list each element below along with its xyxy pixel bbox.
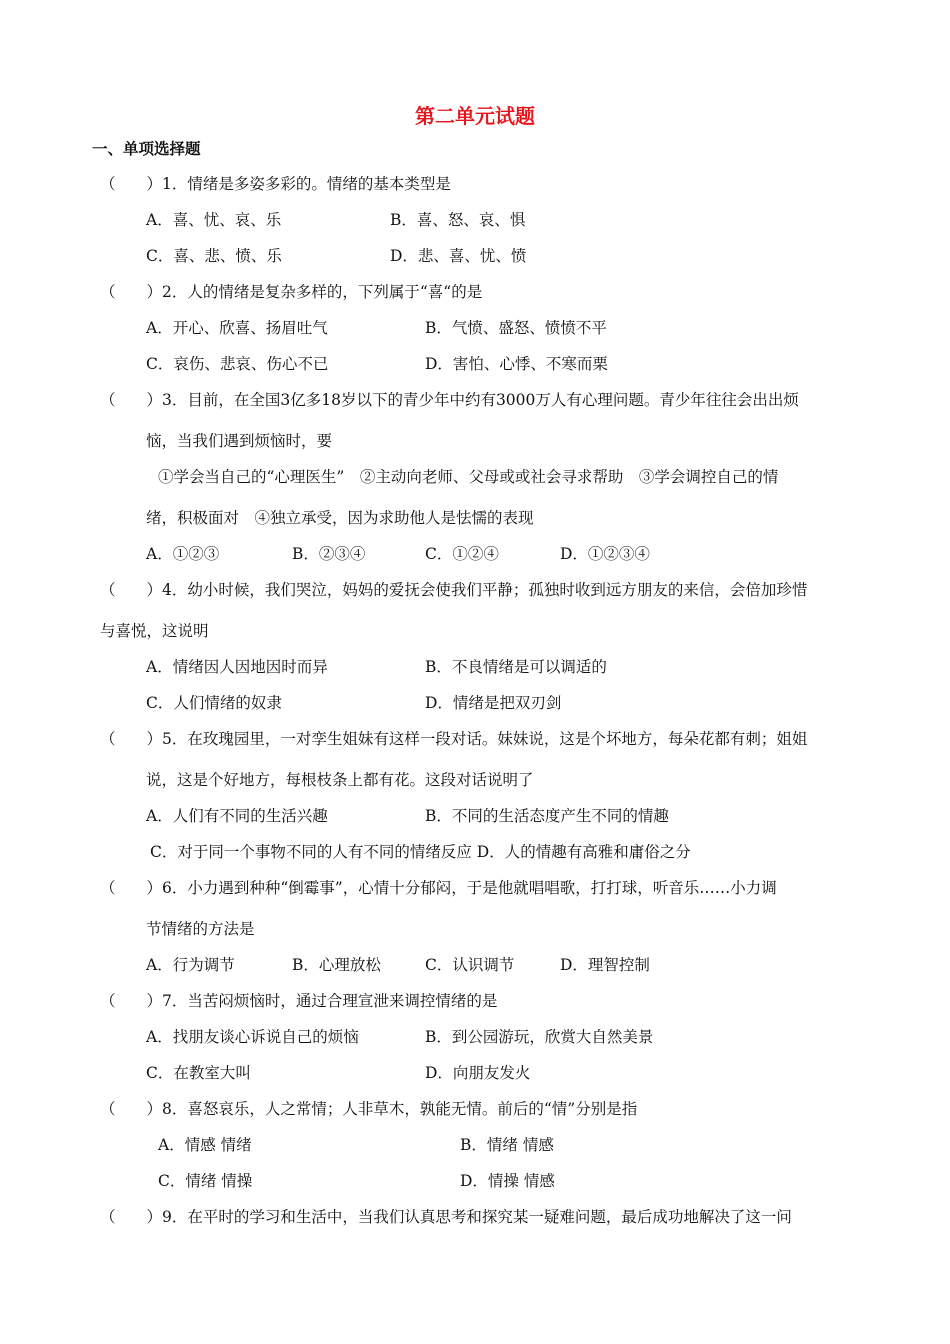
question-9-stem: （ ）9．在平时的学习和生活中，当我们认真思考和探究某一疑难问题，最后成功地解决了这一问 bbox=[100, 1208, 792, 1226]
question-6-option-a: A．行为调节 bbox=[146, 956, 235, 974]
question-5-option-a: A．人们有不同的生活兴趣 bbox=[146, 807, 328, 825]
question-6-stem: （ ）6．小力遇到种种“倒霉事”，心情十分郁闷，于是他就唱唱歌，打打球，听音乐……小力调 bbox=[100, 879, 777, 897]
question-3-option-c: C．①②④ bbox=[425, 545, 499, 563]
question-4-stem-cont: 与喜悦，这说明 bbox=[100, 622, 209, 640]
question-6-option-c: C．认识调节 bbox=[425, 956, 515, 974]
question-1-option-b: B．喜、怒、哀、惧 bbox=[390, 211, 526, 229]
question-8-option-d: D．情操 情感 bbox=[460, 1172, 555, 1190]
question-8-option-b: B．情绪 情感 bbox=[460, 1136, 554, 1154]
question-6-stem-cont: 节情绪的方法是 bbox=[146, 920, 255, 938]
page-title: 第二单元试题 bbox=[415, 104, 535, 128]
question-4-option-b: B．不良情绪是可以调适的 bbox=[425, 658, 607, 676]
question-2-stem: （ ）2．人的情绪是复杂多样的，下列属于“喜“的是 bbox=[100, 283, 483, 301]
question-5-option-c-d: C．对于同一个事物不同的人有不同的情绪反应 D．人的情趣有高雅和庸俗之分 bbox=[150, 843, 691, 861]
question-5-stem-cont: 说，这是个好地方，每根枝条上都有花。这段对话说明了 bbox=[146, 771, 534, 789]
question-1-stem: （ ）1．情绪是多姿多彩的。情绪的基本类型是 bbox=[100, 175, 451, 193]
question-7-option-b: B．到公园游玩，欣赏大自然美景 bbox=[425, 1028, 654, 1046]
question-3-items: ①学会当自己的“心理医生” ②主动向老师、父母或或社会寻求帮助 ③学会调控自己的情 bbox=[158, 468, 779, 486]
question-3-stem: （ ）3．目前，在全国3亿多18岁以下的青少年中约有3000万人有心理问题。青少年往往会出出烦 bbox=[100, 391, 799, 409]
question-4-option-d: D．情绪是把双刃剑 bbox=[425, 694, 562, 712]
question-2-option-d: D．害怕、心悸、不寒而栗 bbox=[425, 355, 608, 373]
question-8-stem: （ ）8．喜怒哀乐，人之常情；人非草木，孰能无情。前后的“情”分别是指 bbox=[100, 1100, 638, 1118]
question-7-option-d: D．向朋友发火 bbox=[425, 1064, 531, 1082]
question-8-option-a: A．情感 情绪 bbox=[158, 1136, 252, 1154]
question-4-option-c: C．人们情绪的奴隶 bbox=[146, 694, 282, 712]
question-3-option-d: D．①②③④ bbox=[560, 545, 650, 563]
question-5-stem: （ ）5．在玫瑰园里，一对孪生姐妹有这样一段对话。妹妹说，这是个坏地方，每朵花都有刺；姐姐 bbox=[100, 730, 808, 748]
question-6-option-d: D．理智控制 bbox=[560, 956, 650, 974]
question-2-option-a: A．开心、欣喜、扬眉吐气 bbox=[146, 319, 328, 337]
question-3-option-a: A．①②③ bbox=[146, 545, 220, 563]
question-3-option-b: B．②③④ bbox=[292, 545, 366, 563]
question-4-stem: （ ）4．幼小时候，我们哭泣，妈妈的爱抚会使我们平静；孤独时收到远方朋友的来信，会倍加珍惜 bbox=[100, 581, 808, 599]
question-4-option-a: A．情绪因人因地因时而异 bbox=[146, 658, 328, 676]
question-1-option-c: C．喜、悲、愤、乐 bbox=[146, 247, 282, 265]
question-3-items-cont: 绪，积极面对 ④独立承受，因为求助他人是怯懦的表现 bbox=[146, 509, 534, 527]
question-1-option-a: A．喜、忧、哀、乐 bbox=[146, 211, 282, 229]
question-6-option-b: B．心理放松 bbox=[292, 956, 381, 974]
question-3-stem-cont: 恼，当我们遇到烦恼时，要 bbox=[146, 432, 333, 450]
question-7-stem: （ ）7．当苦闷烦恼时，通过合理宣泄来调控情绪的是 bbox=[100, 992, 498, 1010]
question-7-option-a: A．找朋友谈心诉说自己的烦恼 bbox=[146, 1028, 359, 1046]
question-8-option-c: C．情绪 情操 bbox=[158, 1172, 253, 1190]
question-1-option-d: D．悲、喜、忧、愤 bbox=[390, 247, 527, 265]
section-heading: 一、单项选择题 bbox=[92, 140, 201, 158]
question-2-option-b: B．气愤、盛怒、愤愤不平 bbox=[425, 319, 607, 337]
question-7-option-c: C．在教室大叫 bbox=[146, 1064, 251, 1082]
question-2-option-c: C．哀伤、悲哀、伤心不已 bbox=[146, 355, 329, 373]
question-5-option-b: B．不同的生活态度产生不同的情趣 bbox=[425, 807, 669, 825]
